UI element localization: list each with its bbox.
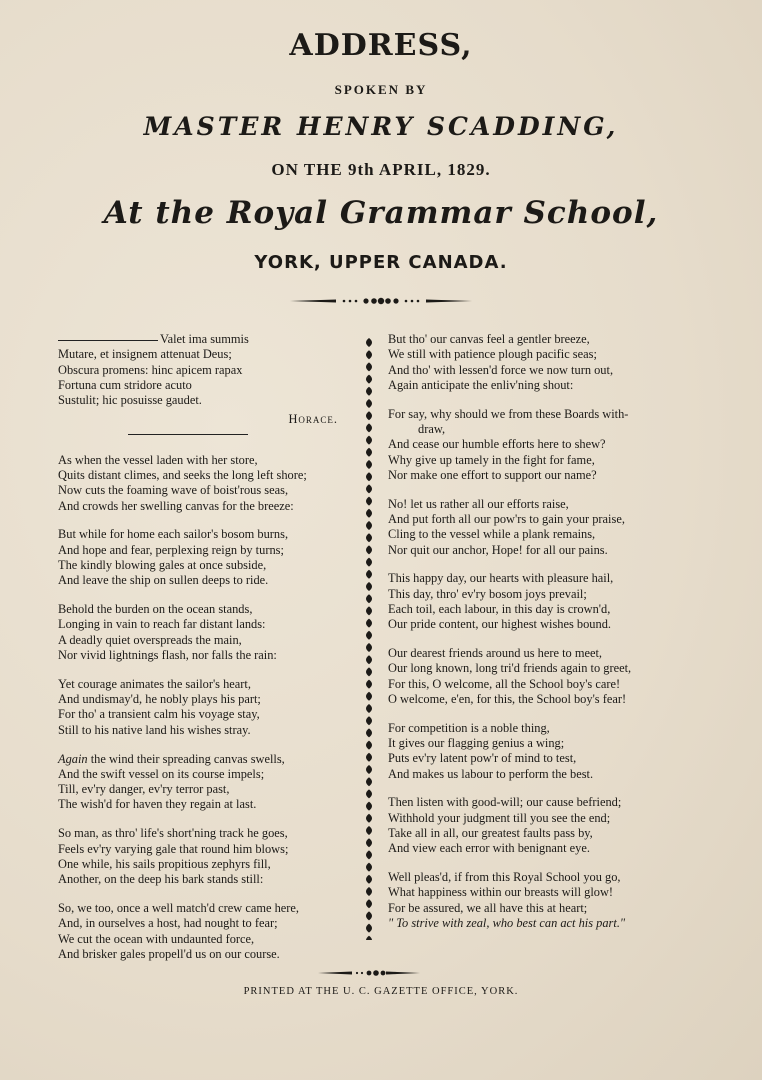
- verse-line: For be assured, we all have this at heart;: [388, 900, 588, 915]
- divider-link: [366, 814, 372, 823]
- verse-line: And leave the ship on sullen deeps to ride.: [58, 573, 269, 588]
- divider-link: [366, 899, 372, 908]
- verse-line: So man, as thro' life's short'ning track he goes,: [58, 826, 288, 841]
- divider-link: [366, 448, 372, 457]
- divider-link: [366, 728, 372, 737]
- verse-line: And undismay'd, he nobly plays his part;: [58, 692, 261, 707]
- divider-link: [366, 765, 372, 774]
- bottom-ornament: [0, 968, 762, 978]
- left-column: [58, 332, 358, 976]
- verse-line: Withhold your judgment till you see the end;: [388, 810, 611, 825]
- verse-line: And, in ourselves a host, had nought to fear;: [58, 916, 278, 931]
- divider-link: [366, 887, 372, 896]
- verse-line: For this, O welcome, all the School boy's care!: [388, 676, 621, 691]
- verse-line: And view each error with benignant eye.: [388, 841, 590, 856]
- verse-line: And brisker gales propell'd us on our course.: [58, 946, 280, 961]
- verse-line: We still with patience plough pacific seas;: [388, 347, 597, 362]
- school-name: At the Royal Grammar School,: [103, 195, 659, 231]
- divider-link: [366, 558, 372, 567]
- divider-link: [366, 606, 372, 615]
- verse-line: Feels ev'ry varying gale that round him blows;: [58, 841, 289, 856]
- verse-line: No! let us rather all our efforts raise,: [388, 496, 569, 511]
- divider-link: [366, 789, 372, 798]
- right-column: [388, 332, 688, 945]
- divider-link: [366, 692, 372, 701]
- verse-line: Still to his native land his wishes stray.: [58, 722, 251, 737]
- printer-imprint: PRINTED AT THE U. C. GAZETTE OFFICE, YORK.: [243, 986, 519, 997]
- epigraph-line: Sustulit; hic posuisse gaudet.: [58, 393, 202, 408]
- stanza: [388, 407, 688, 483]
- verse-line: And put forth all our pow'rs to gain your praise,: [388, 511, 625, 526]
- verse-line: Now cuts the foaming wave of boist'rous seas,: [58, 483, 289, 498]
- divider-link: [366, 716, 372, 725]
- verse-line: Well pleas'd, if from this Royal School you go,: [388, 870, 621, 885]
- divider-link: [366, 777, 372, 786]
- verse-line: Again anticipate the enliv'ning shout:: [388, 377, 574, 392]
- right-stanzas: [388, 332, 688, 931]
- verse-line: So, we too, once a well match'd crew came here,: [58, 900, 299, 915]
- verse-line: draw,: [418, 421, 446, 436]
- divider-link: [366, 484, 372, 493]
- left-stanzas: [58, 453, 358, 962]
- divider-link: [366, 667, 372, 676]
- divider-link: [366, 826, 372, 835]
- divider-link: [366, 387, 372, 396]
- divider-link: [366, 753, 372, 762]
- epigraph-line: Fortuna cum stridore acuto: [58, 377, 192, 392]
- verse-line: A deadly quiet overspreads the main,: [58, 632, 242, 647]
- verse-line: Puts ev'ry latent pow'r of mind to test,: [388, 751, 577, 766]
- stanza: [58, 901, 358, 962]
- verse-line: The wish'd for haven they regain at last.: [58, 797, 257, 812]
- verse-line: Then listen with good-will; our cause befriend;: [388, 795, 622, 810]
- divider-link: [366, 741, 372, 750]
- verse-line: Till, ev'ry danger, ev'ry terror past,: [58, 782, 230, 797]
- verse-line: Why give up tamely in the fight for fame,: [388, 452, 595, 467]
- divider-link: [366, 472, 372, 481]
- divider-link: [366, 936, 372, 940]
- epigraph-line: Valet ima summis: [58, 332, 358, 347]
- divider-link: [366, 582, 372, 591]
- epigraph-line: Mutare, et insignem attenuat Deus;: [58, 347, 232, 362]
- divider-link: [366, 643, 372, 652]
- verse-line: " To strive with zeal, who best can act his part.": [388, 916, 626, 930]
- divider-link: [366, 497, 372, 506]
- verse-line: And the swift vessel on its course impels;: [58, 766, 265, 781]
- stanza: [388, 870, 688, 931]
- divider-link: [366, 838, 372, 847]
- verse-line: Behold the burden on the ocean stands,: [58, 602, 253, 617]
- verse-line: Our long known, long tri'd friends again to greet,: [388, 661, 632, 676]
- divider-link: [366, 423, 372, 432]
- stanza: [388, 646, 688, 707]
- divider-link: [366, 521, 372, 530]
- epigraph-attribution: Horace.: [288, 412, 338, 427]
- verse-line: But while for home each sailor's bosom burns,: [58, 527, 289, 542]
- divider-link: [366, 924, 372, 933]
- verse-line: Each toil, each labour, in this day is crown'd,: [388, 601, 611, 616]
- stanza: [58, 602, 358, 663]
- document-title: ADDRESS,: [289, 28, 473, 63]
- divider-link: [366, 399, 372, 408]
- verse-line: Yet courage animates the sailor's heart,: [58, 676, 251, 691]
- divider-link: [366, 411, 372, 420]
- divider-link: [366, 533, 372, 542]
- verse-line: O welcome, e'en, for this, the School boy's fear!: [388, 691, 627, 706]
- verse-line: For competition is a noble thing,: [388, 720, 550, 735]
- divider-link: [366, 460, 372, 469]
- stanza: [388, 332, 688, 393]
- divider-link: [366, 911, 372, 920]
- epigraph-rule: [58, 340, 158, 341]
- divider-link: [366, 545, 372, 554]
- verse-line: And crowds her swelling canvas for the breeze:: [58, 498, 294, 513]
- top-ornament: [0, 296, 762, 306]
- stanza: [388, 795, 688, 856]
- verse-line: Again the wind their spreading canvas swells,: [58, 751, 285, 766]
- stanza: [388, 721, 688, 782]
- spoken-by-line: SPOKEN BY: [334, 82, 428, 97]
- divider-link: [366, 509, 372, 518]
- verse-line: Nor make one effort to support our name?: [388, 467, 597, 482]
- divider-link: [366, 802, 372, 811]
- stanza: [58, 752, 358, 813]
- divider-link: [366, 631, 372, 640]
- divider-link: [366, 594, 372, 603]
- verse-line: It gives our flagging genius a wing;: [388, 736, 565, 751]
- stanza: [388, 571, 688, 632]
- verse-line: For say, why should we from these Boards with-: [388, 406, 629, 421]
- divider-link: [366, 362, 372, 371]
- divider-link: [366, 436, 372, 445]
- stanza: [58, 677, 358, 738]
- column-divider-ornament: [362, 334, 376, 940]
- verse-line: Our pride content, our highest wishes bound.: [388, 617, 611, 632]
- stanza: [388, 497, 688, 558]
- divider-link: [366, 680, 372, 689]
- divider-link: [366, 655, 372, 664]
- divider-link: [366, 570, 372, 579]
- divider-link: [366, 350, 372, 359]
- divider-link: [366, 850, 372, 859]
- verse-line: But tho' our canvas feel a gentler breeze,: [388, 332, 590, 346]
- verse-line: One while, his sails propitious zephyrs fill,: [58, 856, 271, 871]
- verse-line: Longing in vain to reach far distant lands:: [58, 617, 266, 632]
- place-name: YORK, UPPER CANADA.: [254, 252, 508, 273]
- stanza: [58, 826, 358, 887]
- verse-line: We cut the ocean with undaunted force,: [58, 931, 255, 946]
- verse-line: Nor vivid lightnings flash, nor falls the rain:: [58, 648, 277, 663]
- verse-line: This day, thro' ev'ry bosom joys prevail;: [388, 586, 587, 601]
- speaker-name: MASTER HENRY SCADDING,: [143, 112, 619, 141]
- verse-line: Another, on the deep his bark stands still:: [58, 872, 264, 887]
- divider-link: [366, 619, 372, 628]
- divider-link: [366, 863, 372, 872]
- epigraph-separator: [128, 434, 248, 435]
- stanza: [58, 527, 358, 588]
- verse-line: What happiness within our breasts will glow!: [388, 885, 614, 900]
- stanza: [58, 453, 358, 514]
- verse-line: And tho' with lessen'd force we now turn out,: [388, 362, 614, 377]
- verse-line: And makes us labour to perform the best.: [388, 766, 594, 781]
- verse-line: This happy day, our hearts with pleasure hail,: [388, 571, 614, 586]
- divider-link: [366, 875, 372, 884]
- divider-link: [366, 338, 372, 347]
- divider-link: [366, 704, 372, 713]
- epigraph-line: Obscura promens: hinc apicem rapax: [58, 362, 243, 377]
- verse-line: As when the vessel laden with her store,: [58, 452, 258, 467]
- verse-line: Quits distant climes, and seeks the long left shore;: [58, 468, 307, 483]
- verse-line: The kindly blowing gales at once subside,: [58, 558, 267, 573]
- address-date: ON THE 9th APRIL, 1829.: [271, 160, 491, 179]
- verse-line: For tho' a transient calm his voyage stay,: [58, 707, 260, 722]
- verse-line: And cease our humble efforts here to shew?: [388, 437, 606, 452]
- divider-link: [366, 375, 372, 384]
- verse-line: And hope and fear, perplexing reign by turns;: [58, 542, 284, 557]
- verse-line: Our dearest friends around us here to meet,: [388, 646, 603, 661]
- verse-line: Take all in all, our greatest faults pass by,: [388, 826, 593, 841]
- verse-line: Nor quit our anchor, Hope! for all our pains.: [388, 542, 608, 557]
- verse-line: Cling to the vessel while a plank remains,: [388, 527, 596, 542]
